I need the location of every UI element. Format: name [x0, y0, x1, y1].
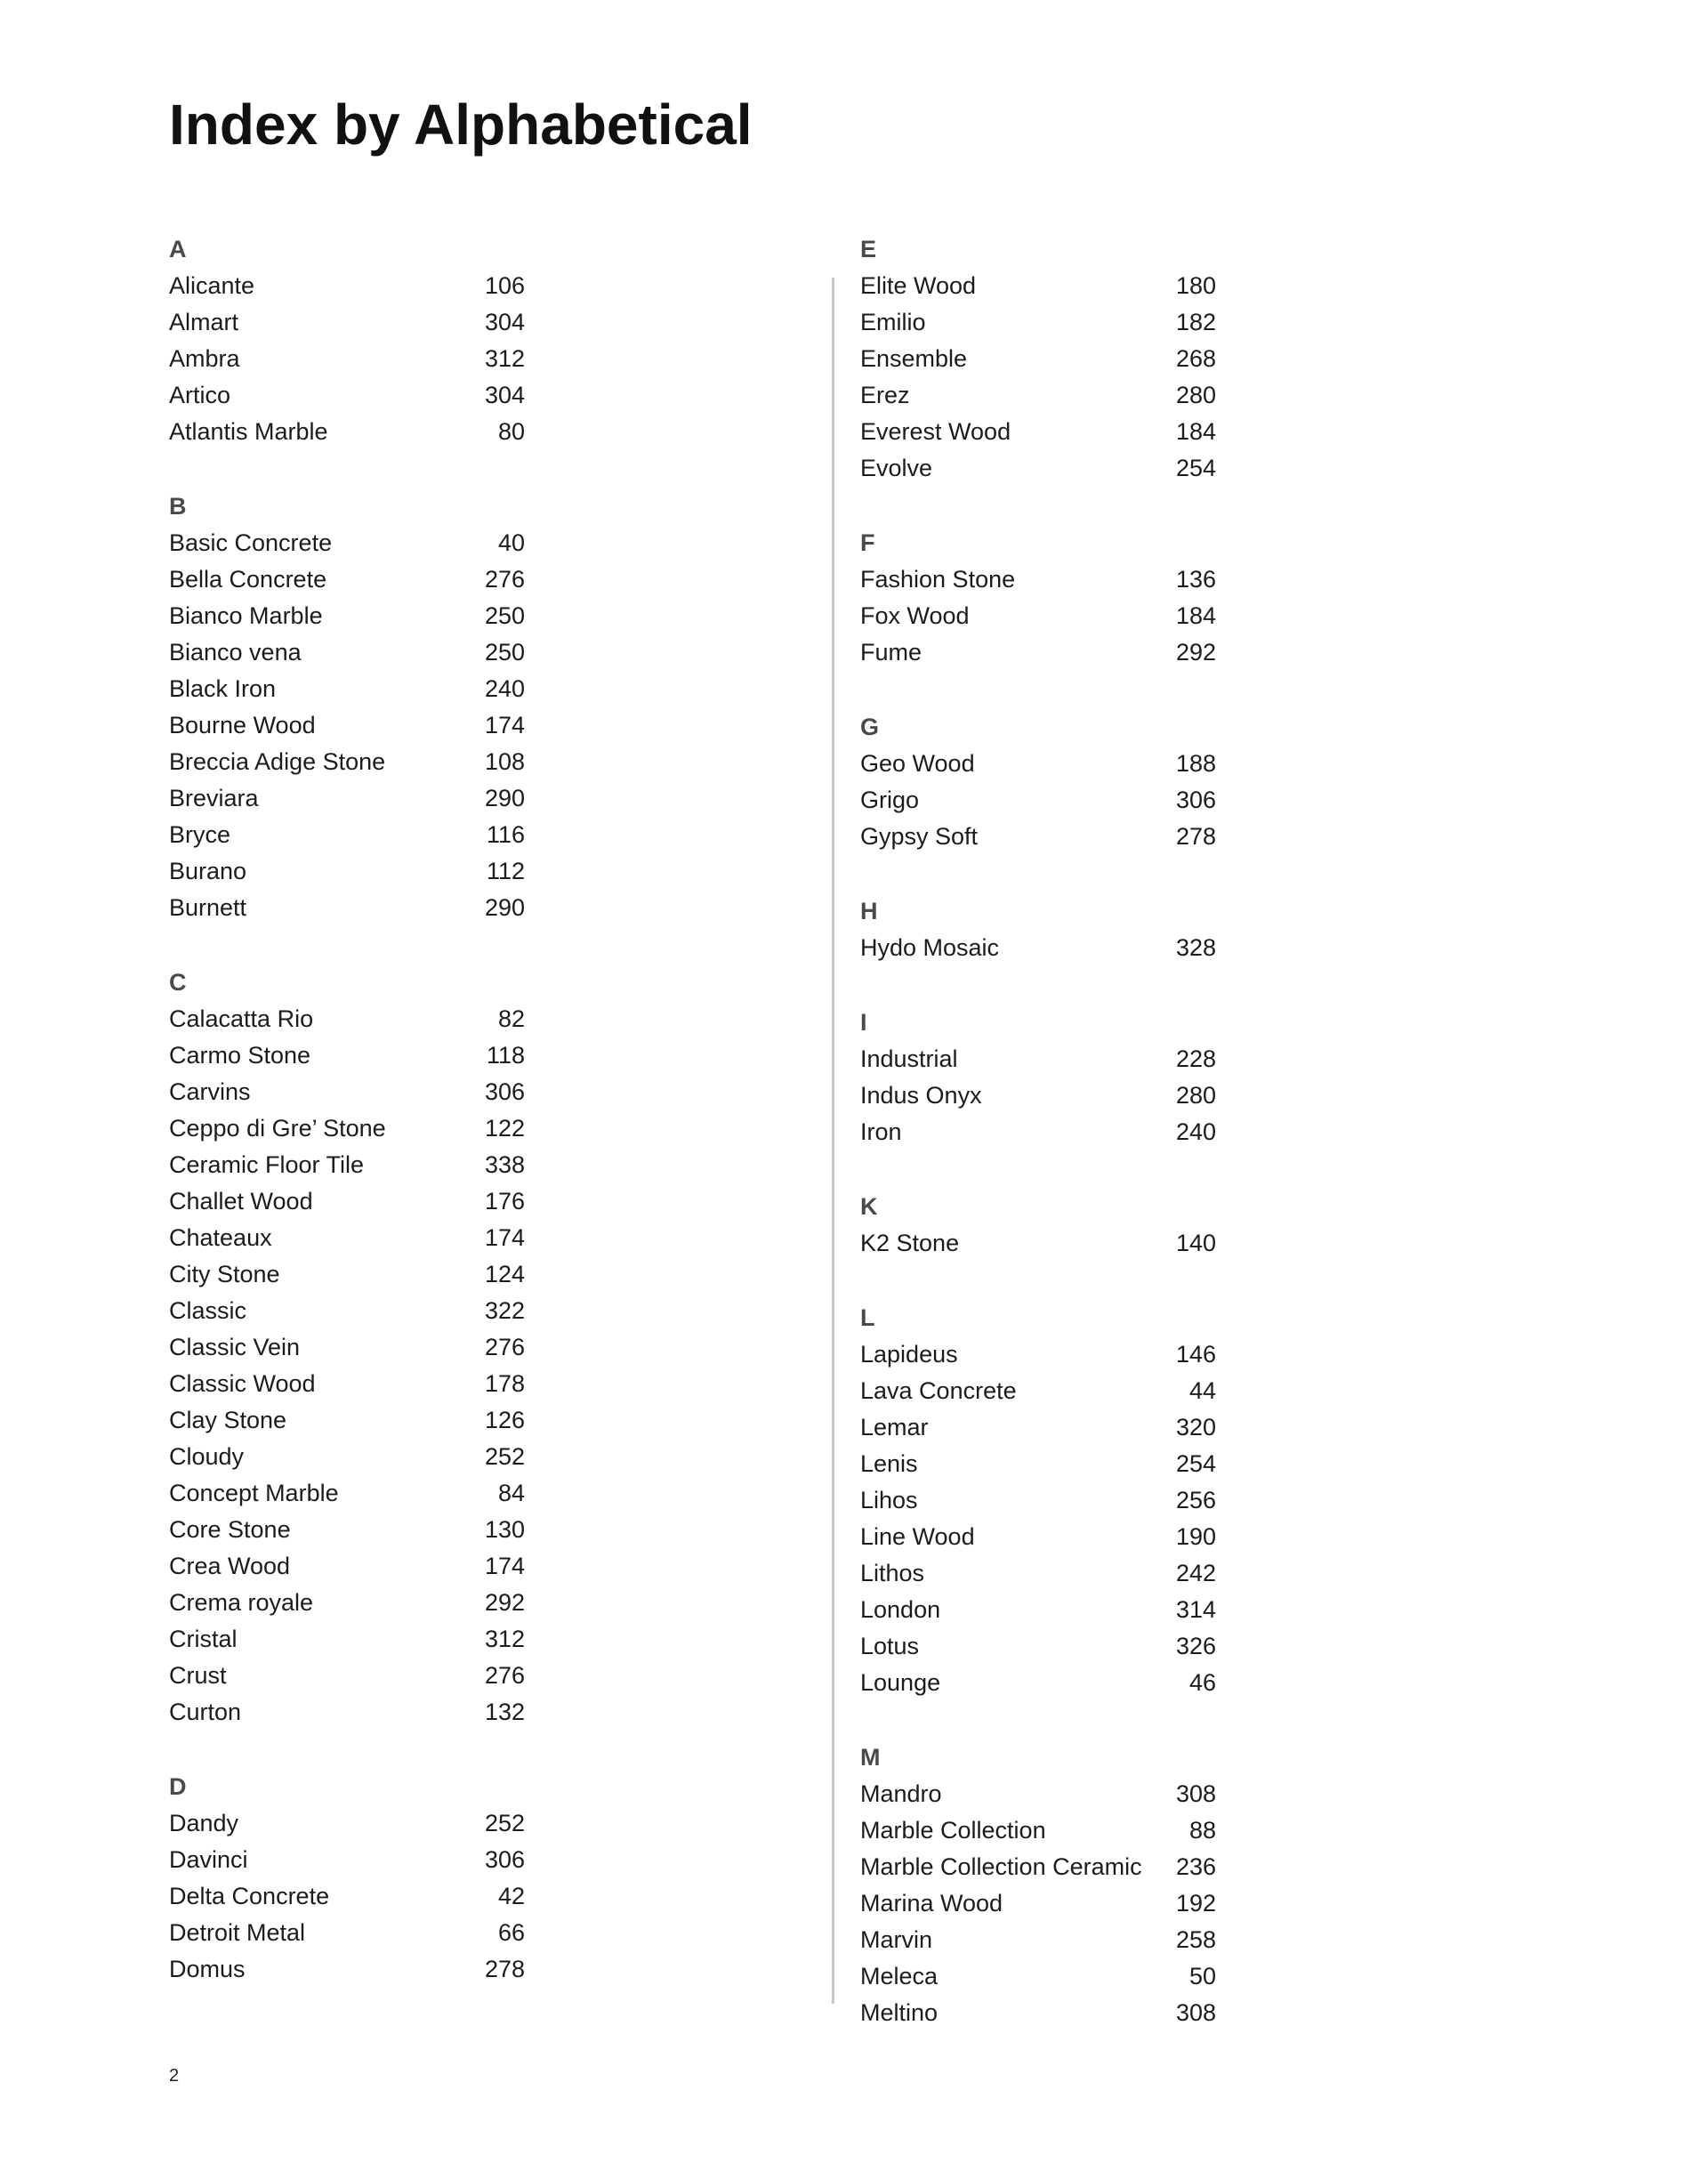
index-entry: [169, 1512, 525, 1548]
entry-page-number: 146: [1175, 1341, 1216, 1368]
index-entry: [169, 1366, 525, 1402]
entry-name: Artico: [169, 382, 231, 408]
section-letter: K: [860, 1193, 878, 1220]
index-entry: [169, 1805, 525, 1842]
entry-page-number: 250: [484, 639, 525, 666]
index-entry: [860, 1519, 1216, 1555]
entry-name: Marina Wood: [860, 1890, 1003, 1917]
entry-name: Lithos: [860, 1560, 925, 1586]
entry-page-number: 254: [1175, 1450, 1216, 1477]
entry-page-number: 252: [484, 1443, 525, 1470]
entry-name: Evolve: [860, 455, 933, 481]
entry-name: Lemar: [860, 1414, 929, 1441]
entry-name: Detroit Metal: [169, 1919, 306, 1946]
index-entry: [169, 1915, 525, 1951]
entry-name: Line Wood: [860, 1523, 975, 1550]
index-entry: [169, 890, 525, 926]
entry-page-number: 50: [1188, 1963, 1216, 1989]
entry-name: Lenis: [860, 1450, 918, 1477]
index-entry: [860, 1628, 1216, 1665]
entry-page-number: 322: [484, 1297, 525, 1324]
entry-page-number: 130: [484, 1516, 525, 1543]
entry-name: Atlantis Marble: [169, 418, 328, 445]
entry-page-number: 190: [1175, 1523, 1216, 1550]
entry-page-number: 242: [1175, 1560, 1216, 1586]
entry-name: Alicante: [169, 272, 255, 299]
entry-name: Emilio: [860, 309, 926, 335]
entry-page-number: 42: [497, 1883, 525, 1909]
entry-name: Lihos: [860, 1487, 918, 1513]
index-entry: [860, 1373, 1216, 1409]
index-section-f: [860, 525, 1216, 671]
index-section-m: [860, 1739, 1216, 2031]
index-entry: [169, 1658, 525, 1694]
section-letter: A: [169, 236, 187, 262]
index-section-b: [169, 488, 525, 926]
entry-page-number: 174: [484, 1553, 525, 1579]
entry-name: Classic Vein: [169, 1334, 301, 1360]
page-title: Index by Alphabetical: [169, 93, 753, 157]
index-entry: [860, 1958, 1216, 1995]
column-divider: [832, 278, 834, 2004]
entry-name: Cristal: [169, 1626, 238, 1652]
index-entry: [169, 1183, 525, 1220]
entry-page-number: 306: [1175, 787, 1216, 813]
index-entry: [860, 1336, 1216, 1373]
entry-name: Bianco vena: [169, 639, 302, 666]
index-entry: [860, 1041, 1216, 1077]
index-entry: [169, 1402, 525, 1439]
index-entry: [169, 268, 525, 304]
entry-name: Concept Marble: [169, 1480, 339, 1506]
entry-page-number: 132: [484, 1699, 525, 1725]
index-section-i: [860, 1005, 1216, 1150]
entry-page-number: 250: [484, 602, 525, 629]
section-letter: L: [860, 1304, 875, 1331]
entry-page-number: 306: [484, 1846, 525, 1873]
entry-name: Carmo Stone: [169, 1042, 311, 1069]
entry-page-number: 328: [1175, 934, 1216, 961]
index-entry: [860, 1077, 1216, 1114]
index-entry: [169, 304, 525, 341]
entry-name: Erez: [860, 382, 910, 408]
index-entry: [169, 561, 525, 598]
index-section-a: [169, 231, 525, 450]
index-entry: [169, 1001, 525, 1037]
entry-name: Burnett: [169, 894, 247, 921]
index-entry: [860, 634, 1216, 671]
entry-name: Challet Wood: [169, 1188, 313, 1215]
entry-page-number: 188: [1175, 750, 1216, 777]
entry-page-number: 312: [484, 345, 525, 372]
entry-page-number: 44: [1188, 1377, 1216, 1404]
index-entry: [860, 746, 1216, 782]
index-entry: [860, 450, 1216, 487]
entry-page-number: 338: [484, 1151, 525, 1178]
entry-page-number: 118: [486, 1042, 525, 1069]
entry-name: Gypsy Soft: [860, 823, 979, 850]
entry-page-number: 178: [484, 1370, 525, 1397]
index-section-e: [860, 231, 1216, 487]
entry-name: Black Iron: [169, 675, 277, 702]
index-entry: [860, 1665, 1216, 1701]
index-entry: [169, 707, 525, 744]
entry-name: Fox Wood: [860, 602, 970, 629]
index-entry: [169, 1694, 525, 1731]
index-entry: [169, 1110, 525, 1147]
entry-name: K2 Stone: [860, 1230, 960, 1256]
index-entry: [169, 1439, 525, 1475]
index-entry: [169, 525, 525, 561]
entry-name: Fashion Stone: [860, 566, 1016, 593]
entry-name: Meltino: [860, 1999, 939, 2026]
entry-page-number: 308: [1175, 1999, 1216, 2026]
index-entry: [860, 268, 1216, 304]
entry-page-number: 308: [1175, 1780, 1216, 1807]
entry-page-number: 258: [1175, 1926, 1216, 1953]
section-letter: F: [860, 529, 875, 556]
section-letter: E: [860, 236, 877, 262]
entry-page-number: 182: [1175, 309, 1216, 335]
entry-name: Basic Concrete: [169, 529, 333, 556]
entry-page-number: 116: [486, 821, 525, 848]
entry-name: Iron: [860, 1118, 902, 1145]
entry-page-number: 280: [1175, 382, 1216, 408]
entry-name: Bourne Wood: [169, 712, 316, 738]
entry-page-number: 46: [1188, 1669, 1216, 1696]
entry-page-number: 122: [484, 1115, 525, 1142]
index-entry: [860, 1812, 1216, 1849]
index-entry: [169, 1293, 525, 1329]
entry-page-number: 174: [484, 712, 525, 738]
entry-name: Marble Collection Ceramic: [860, 1853, 1142, 1880]
entry-name: Crea Wood: [169, 1553, 291, 1579]
entry-page-number: 66: [497, 1919, 525, 1946]
index-entry: [169, 1585, 525, 1621]
index-entry: [860, 377, 1216, 414]
entry-name: Burano: [169, 858, 247, 884]
index-column-right: [860, 231, 1216, 2070]
entry-name: Ceramic Floor Tile: [169, 1151, 365, 1178]
entry-name: Carvins: [169, 1078, 251, 1105]
entry-name: Everest Wood: [860, 418, 1011, 445]
index-entry: [169, 1878, 525, 1915]
index-entry: [860, 561, 1216, 598]
entry-page-number: 180: [1175, 272, 1216, 299]
entry-page-number: 326: [1175, 1633, 1216, 1659]
entry-name: City Stone: [169, 1261, 280, 1287]
index-column-left: [169, 231, 525, 2026]
section-letter: B: [169, 493, 187, 520]
entry-page-number: 176: [484, 1188, 525, 1215]
entry-page-number: 292: [1175, 639, 1216, 666]
index-entry: [169, 414, 525, 450]
entry-name: Geo Wood: [860, 750, 975, 777]
entry-page-number: 290: [484, 894, 525, 921]
index-entry: [860, 1114, 1216, 1150]
entry-name: Grigo: [860, 787, 920, 813]
entry-page-number: 106: [484, 272, 525, 299]
entry-page-number: 88: [1188, 1817, 1216, 1844]
index-entry: [169, 780, 525, 817]
index-entry: [860, 1555, 1216, 1592]
page-number: 2: [169, 2066, 180, 2086]
entry-name: Lapideus: [860, 1341, 958, 1368]
entry-page-number: 276: [484, 566, 525, 593]
entry-name: Crust: [169, 1662, 227, 1689]
index-section-d: [169, 1769, 525, 1988]
entry-name: Marble Collection: [860, 1817, 1046, 1844]
entry-name: Meleca: [860, 1963, 939, 1989]
entry-name: Delta Concrete: [169, 1883, 330, 1909]
entry-name: Lotus: [860, 1633, 920, 1659]
entry-page-number: 108: [484, 748, 525, 775]
entry-page-number: 268: [1175, 345, 1216, 372]
index-entry: [860, 819, 1216, 855]
entry-name: Cloudy: [169, 1443, 245, 1470]
entry-name: Ensemble: [860, 345, 968, 372]
index-entry: [169, 1074, 525, 1110]
entry-page-number: 276: [484, 1662, 525, 1689]
entry-page-number: 192: [1175, 1890, 1216, 1917]
index-entry: [169, 744, 525, 780]
entry-name: London: [860, 1596, 941, 1623]
entry-page-number: 312: [484, 1626, 525, 1652]
entry-name: Indus Onyx: [860, 1082, 982, 1109]
index-entry: [860, 304, 1216, 341]
index-entry: [860, 1592, 1216, 1628]
index-entry: [169, 1951, 525, 1988]
entry-page-number: 240: [1175, 1118, 1216, 1145]
entry-name: Bryce: [169, 821, 231, 848]
index-entry: [860, 341, 1216, 377]
entry-name: Industrial: [860, 1045, 958, 1072]
entry-name: Ceppo di Gre’ Stone: [169, 1115, 386, 1142]
entry-name: Ambra: [169, 345, 240, 372]
entry-name: Bianco Marble: [169, 602, 323, 629]
entry-page-number: 126: [484, 1407, 525, 1433]
index-section-c: [169, 964, 525, 1731]
index-entry: [860, 1446, 1216, 1482]
entry-name: Fume: [860, 639, 922, 666]
index-entry: [860, 1922, 1216, 1958]
index-section-l: [860, 1300, 1216, 1701]
entry-page-number: 256: [1175, 1487, 1216, 1513]
entry-page-number: 254: [1175, 455, 1216, 481]
index-section-g: [860, 709, 1216, 855]
section-letter: M: [860, 1744, 881, 1771]
entry-page-number: 278: [484, 1956, 525, 1982]
index-entry: [860, 1482, 1216, 1519]
entry-name: Marvin: [860, 1926, 933, 1953]
entry-name: Almart: [169, 309, 239, 335]
entry-name: Bella Concrete: [169, 566, 327, 593]
entry-page-number: 80: [497, 418, 525, 445]
entry-page-number: 82: [497, 1005, 525, 1032]
entry-name: Breviara: [169, 785, 259, 811]
entry-page-number: 314: [1175, 1596, 1216, 1623]
entry-name: Chateaux: [169, 1224, 272, 1251]
index-entry: [860, 1995, 1216, 2031]
index-entry: [169, 1147, 525, 1183]
entry-name: Elite Wood: [860, 272, 977, 299]
entry-page-number: 280: [1175, 1082, 1216, 1109]
section-letter: I: [860, 1009, 867, 1036]
entry-name: Core Stone: [169, 1516, 291, 1543]
section-letter: G: [860, 714, 880, 740]
index-entry: [860, 414, 1216, 450]
entry-page-number: 112: [486, 858, 525, 884]
entry-name: Domus: [169, 1956, 246, 1982]
entry-page-number: 252: [484, 1810, 525, 1836]
index-entry: [860, 1225, 1216, 1262]
entry-name: Breccia Adige Stone: [169, 748, 386, 775]
index-entry: [860, 1409, 1216, 1446]
entry-name: Davinci: [169, 1846, 248, 1873]
index-entry: [169, 341, 525, 377]
entry-name: Curton: [169, 1699, 242, 1725]
entry-name: Dandy: [169, 1810, 239, 1836]
entry-page-number: 278: [1175, 823, 1216, 850]
index-entry: [169, 1842, 525, 1878]
entry-name: Crema royale: [169, 1589, 314, 1616]
index-entry: [169, 1548, 525, 1585]
entry-page-number: 240: [484, 675, 525, 702]
index-entry: [860, 598, 1216, 634]
index-entry: [169, 1037, 525, 1074]
index-section-k: [860, 1189, 1216, 1262]
entry-page-number: 304: [484, 309, 525, 335]
index-entry: [169, 598, 525, 634]
index-entry: [169, 1621, 525, 1658]
index-entry: [169, 671, 525, 707]
entry-page-number: 228: [1175, 1045, 1216, 1072]
section-letter: D: [169, 1773, 187, 1800]
entry-page-number: 124: [484, 1261, 525, 1287]
entry-name: Classic: [169, 1297, 247, 1324]
index-entry: [860, 782, 1216, 819]
index-entry: [860, 1849, 1216, 1885]
index-entry: [169, 634, 525, 671]
index-entry: [169, 1329, 525, 1366]
entry-page-number: 136: [1175, 566, 1216, 593]
entry-page-number: 236: [1175, 1853, 1216, 1880]
index-entry: [860, 1776, 1216, 1812]
entry-page-number: 290: [484, 785, 525, 811]
entry-name: Lounge: [860, 1669, 941, 1696]
index-entry: [860, 1885, 1216, 1922]
entry-name: Lava Concrete: [860, 1377, 1017, 1404]
index-entry: [169, 1475, 525, 1512]
section-letter: C: [169, 969, 187, 996]
entry-name: Mandro: [860, 1780, 942, 1807]
entry-page-number: 140: [1175, 1230, 1216, 1256]
index-section-h: [860, 893, 1216, 966]
index-entry: [169, 1256, 525, 1293]
entry-page-number: 174: [484, 1224, 525, 1251]
entry-page-number: 304: [484, 382, 525, 408]
entry-name: Calacatta Rio: [169, 1005, 314, 1032]
index-entry: [169, 377, 525, 414]
entry-name: Classic Wood: [169, 1370, 316, 1397]
entry-page-number: 306: [484, 1078, 525, 1105]
entry-page-number: 40: [497, 529, 525, 556]
entry-page-number: 276: [484, 1334, 525, 1360]
entry-name: Hydo Mosaic: [860, 934, 1000, 961]
entry-page-number: 292: [484, 1589, 525, 1616]
index-entry: [169, 817, 525, 853]
entry-page-number: 320: [1175, 1414, 1216, 1441]
index-entry: [860, 930, 1216, 966]
entry-page-number: 84: [497, 1480, 525, 1506]
section-letter: H: [860, 898, 878, 924]
index-entry: [169, 1220, 525, 1256]
entry-page-number: 184: [1175, 602, 1216, 629]
entry-name: Clay Stone: [169, 1407, 287, 1433]
index-entry: [169, 853, 525, 890]
entry-page-number: 184: [1175, 418, 1216, 445]
